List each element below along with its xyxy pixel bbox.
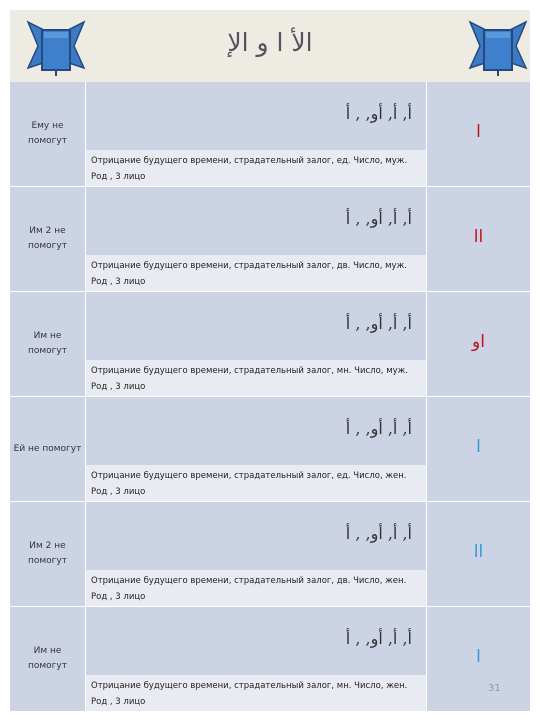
table-row: [10, 502, 530, 607]
russian-meaning: Ему не помогут: [10, 82, 85, 186]
grammar-description: Отрицание будущего времени, страдательный залог, мн. Число, муж. Род , 3 лицо: [86, 360, 426, 396]
forms-cell: [86, 397, 426, 501]
arabic-forms: أ, أ, أو, , أ: [345, 209, 412, 228]
ending-marker: اا: [473, 227, 484, 247]
forms-cell: [86, 292, 426, 396]
conjugation-table: [10, 82, 530, 712]
forms-cell: [86, 82, 426, 186]
grammar-description: Отрицание будущего времени, страдательный залог, мн. Число, жен. Род , 3 лицо: [86, 675, 426, 711]
russian-meaning: Им 2 не помогут: [10, 502, 85, 606]
ending-marker: ا: [476, 647, 481, 667]
book-emblem-icon: [466, 20, 530, 78]
arabic-forms: أ, أ, أو, , أ: [345, 314, 412, 333]
forms-cell: [86, 187, 426, 291]
grammar-description: Отрицание будущего времени, страдательный залог, ед. Число, муж. Род , 3 лицо: [86, 150, 426, 186]
grammar-description: Отрицание будущего времени, страдательный залог, дв. Число, муж. Род , 3 лицо: [86, 255, 426, 291]
arabic-forms: أ, أ, أو, , أ: [345, 419, 412, 438]
ending-cell: [427, 397, 530, 501]
russian-meaning: Им не помогут: [10, 292, 85, 396]
arabic-forms: أ, أ, أو, , أ: [345, 629, 412, 648]
russian-meaning: Им 2 не помогут: [10, 187, 85, 291]
table-row: [10, 82, 530, 187]
arabic-forms-box: [86, 607, 426, 675]
ending-marker: اا: [473, 542, 484, 562]
table-row: [10, 187, 530, 292]
table-row: [10, 607, 530, 712]
page-title: الأ ا و الإ: [227, 28, 313, 57]
ending-cell: [427, 502, 530, 606]
ending-cell: [427, 607, 530, 711]
ending-marker: ا: [476, 437, 481, 457]
arabic-forms-box: [86, 187, 426, 255]
russian-meaning: Им не помогут: [10, 607, 85, 711]
arabic-forms-box: [86, 502, 426, 570]
ending-cell: [427, 292, 530, 396]
forms-cell: [86, 502, 426, 606]
ending-cell: [427, 187, 530, 291]
arabic-forms: أ, أ, أو, , أ: [345, 524, 412, 543]
forms-cell: [86, 607, 426, 711]
grammar-description: Отрицание будущего времени, страдательный залог, дв. Число, жен. Род , 3 лицо: [86, 570, 426, 606]
slide-header: [10, 10, 530, 82]
ending-cell: [427, 82, 530, 186]
grammar-description: Отрицание будущего времени, страдательный залог, ед. Число, жен. Род , 3 лицо: [86, 465, 426, 501]
russian-meaning: Ей не помогут: [10, 397, 85, 501]
ending-marker: ا: [476, 122, 481, 142]
table-row: [10, 397, 530, 502]
arabic-forms-box: [86, 292, 426, 360]
arabic-forms-box: [86, 82, 426, 150]
page-number: 31: [488, 683, 501, 694]
ending-marker: او: [472, 332, 485, 352]
arabic-forms-box: [86, 397, 426, 465]
table-row: [10, 292, 530, 397]
arabic-forms: أ, أ, أو, , أ: [345, 104, 412, 123]
